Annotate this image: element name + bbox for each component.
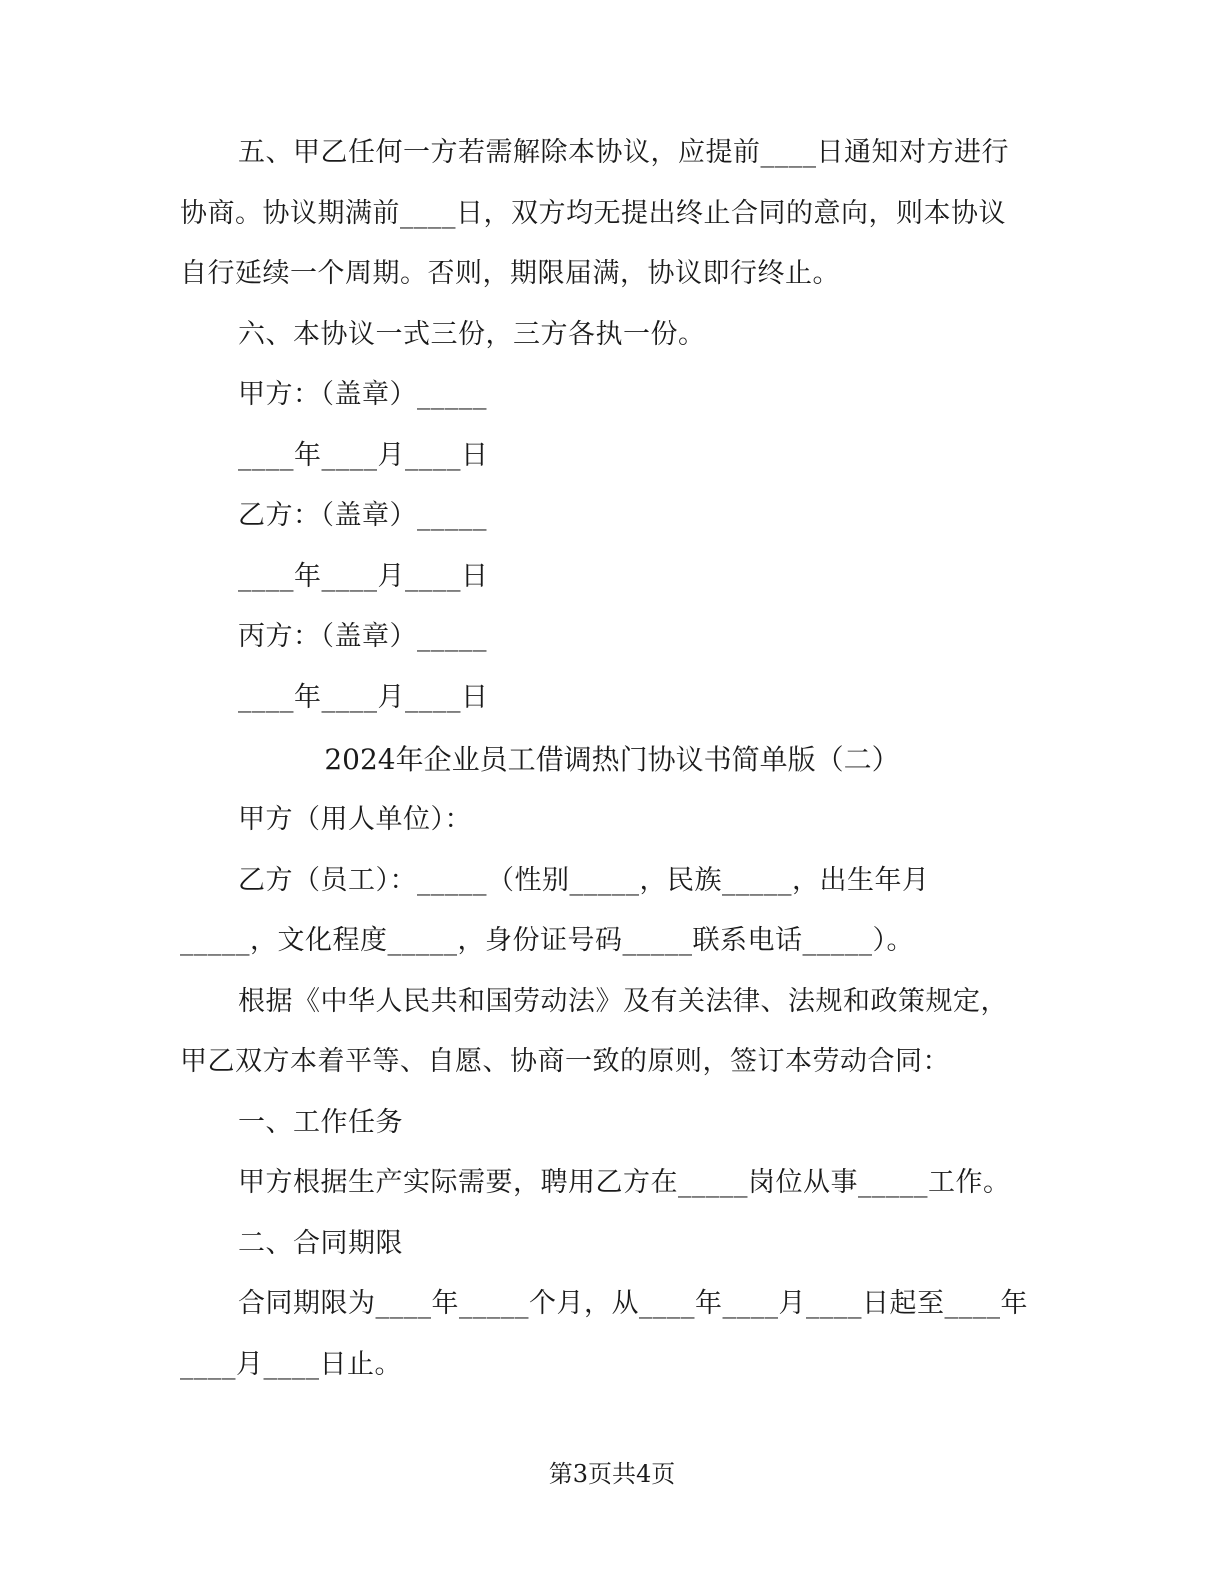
- section-title: 2024年企业员工借调热门协议书简单版（二）: [324, 743, 900, 776]
- page-footer: 第3页共4页: [548, 1460, 676, 1488]
- date-line: ____年____月____日: [238, 561, 489, 592]
- paragraph-line: ____月____日止。: [180, 1349, 402, 1380]
- paragraph-line: 五、甲乙任何一方若需解除本协议，应提前____日通知对方进行: [238, 137, 1009, 168]
- paragraph-line: 自行延续一个周期。否则，期限届满，协议即行终止。: [180, 258, 840, 289]
- paragraph-line: _____，文化程度_____，身份证号码_____联系电话_____）。: [180, 925, 914, 956]
- section-heading: 二、合同期限: [238, 1228, 403, 1259]
- paragraph-line: 协商。协议期满前____日，双方均无提出终止合同的意向，则本协议: [180, 198, 1006, 229]
- paragraph-line: 甲方根据生产实际需要，聘用乙方在_____岗位从事_____工作。: [238, 1167, 1011, 1198]
- signature-party-b: 乙方：（盖章）_____: [238, 500, 487, 531]
- paragraph-line: 六、本协议一式三份，三方各执一份。: [238, 319, 706, 350]
- date-line: ____年____月____日: [238, 440, 489, 471]
- paragraph-line: 甲乙双方本着平等、自愿、协商一致的原则，签订本劳动合同：: [180, 1046, 950, 1077]
- signature-party-a: 甲方：（盖章）_____: [238, 379, 487, 410]
- paragraph-line: 甲方（用人单位）：: [238, 804, 472, 835]
- paragraph-line: 合同期限为____年_____个月，从____年____月____日起至____年: [238, 1288, 1028, 1319]
- signature-party-c: 丙方：（盖章）_____: [238, 621, 487, 652]
- paragraph-line: 乙方（员工）：_____（性别_____，民族_____，出生年月: [238, 865, 930, 896]
- date-line: ____年____月____日: [238, 682, 489, 713]
- section-heading: 一、工作任务: [238, 1107, 403, 1138]
- paragraph-line: 根据《中华人民共和国劳动法》及有关法律、法规和政策规定，: [238, 986, 1008, 1017]
